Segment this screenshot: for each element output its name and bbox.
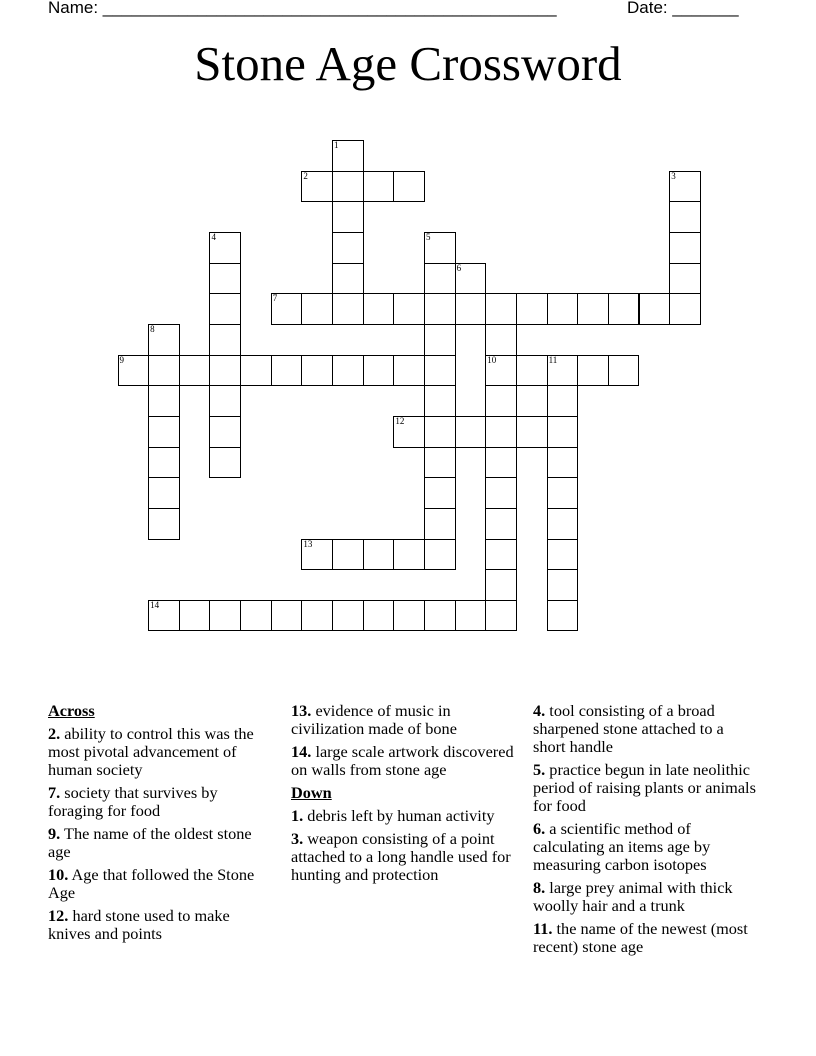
grid-cell[interactable] bbox=[485, 324, 517, 356]
clue-number: 13. bbox=[291, 701, 312, 720]
grid-cell[interactable] bbox=[209, 232, 241, 264]
grid-cell[interactable] bbox=[301, 293, 333, 325]
grid-cell[interactable] bbox=[209, 263, 241, 295]
clue-text: debris left by human activity bbox=[307, 806, 495, 825]
clue-number: 6. bbox=[533, 819, 546, 838]
across-clue bbox=[48, 866, 276, 902]
grid-cell[interactable] bbox=[455, 416, 487, 448]
grid-cell[interactable] bbox=[669, 201, 701, 233]
grid-cell[interactable] bbox=[148, 447, 180, 479]
grid-cell[interactable] bbox=[271, 600, 303, 632]
grid-cell[interactable] bbox=[118, 355, 150, 387]
grid-cell[interactable] bbox=[332, 355, 364, 387]
grid-cell[interactable] bbox=[547, 385, 579, 417]
clue-text: evidence of music in civilization made of bone bbox=[291, 701, 457, 738]
grid-cell[interactable] bbox=[148, 508, 180, 540]
down-clue bbox=[533, 879, 759, 915]
cell-number: 6 bbox=[456, 262, 462, 273]
page-title: Stone Age Crossword bbox=[194, 36, 622, 91]
cell-number: 2 bbox=[303, 170, 308, 181]
clue-number: 10. bbox=[48, 865, 69, 884]
across-clue bbox=[291, 743, 523, 779]
grid-cell[interactable] bbox=[424, 263, 456, 295]
clue-text: tool consisting of a broad sharpened stone attached to a short handle bbox=[533, 701, 724, 756]
grid-cell[interactable] bbox=[301, 539, 333, 571]
clue-number: 7. bbox=[48, 783, 61, 802]
grid-cell[interactable] bbox=[608, 355, 640, 387]
cell-number: 10 bbox=[487, 354, 497, 365]
grid-cell[interactable] bbox=[271, 293, 303, 325]
name-field[interactable]: Name: ________________________________________________ bbox=[48, 0, 557, 17]
clue-column-2 bbox=[291, 702, 523, 889]
grid-cell[interactable] bbox=[209, 324, 241, 356]
grid-cell[interactable] bbox=[332, 140, 364, 172]
grid-cell[interactable] bbox=[547, 293, 579, 325]
grid-cell[interactable] bbox=[669, 263, 701, 295]
grid-cell[interactable] bbox=[516, 355, 548, 387]
grid-cell[interactable] bbox=[301, 600, 333, 632]
grid-cell[interactable] bbox=[148, 477, 180, 509]
grid-cell[interactable] bbox=[547, 600, 579, 632]
cell-number: 1 bbox=[334, 140, 339, 151]
cell-number: 11 bbox=[548, 354, 558, 365]
grid-cell[interactable] bbox=[332, 201, 364, 233]
grid-cell[interactable] bbox=[393, 171, 425, 203]
clue-text: a scientific method of calculating an items age by measuring carbon isotopes bbox=[533, 819, 711, 874]
down-clue bbox=[533, 920, 759, 956]
clue-number: 3. bbox=[291, 829, 304, 848]
grid-cell[interactable] bbox=[455, 263, 487, 295]
grid-cell[interactable] bbox=[424, 477, 456, 509]
cell-number: 12 bbox=[395, 416, 405, 426]
date-field[interactable]: Date: _______ bbox=[627, 0, 739, 17]
across-clue bbox=[48, 784, 276, 820]
across-clue bbox=[48, 825, 276, 861]
grid-cell[interactable] bbox=[424, 600, 456, 632]
grid-cell[interactable] bbox=[485, 508, 517, 540]
grid-cell[interactable] bbox=[485, 385, 517, 417]
clue-number: 9. bbox=[48, 824, 61, 843]
grid-cell[interactable] bbox=[363, 293, 395, 325]
grid-cell[interactable] bbox=[393, 293, 425, 325]
grid-cell[interactable] bbox=[485, 293, 517, 325]
down-clue bbox=[533, 761, 759, 815]
grid-cell[interactable] bbox=[209, 447, 241, 479]
clue-text: the name of the newest (most recent) stone age bbox=[533, 919, 748, 956]
grid-cell[interactable] bbox=[485, 447, 517, 479]
grid-cell[interactable] bbox=[209, 293, 241, 325]
grid-cell[interactable] bbox=[547, 569, 579, 601]
grid-cell[interactable] bbox=[485, 539, 517, 571]
down-heading: Down bbox=[291, 783, 332, 802]
grid-cell[interactable] bbox=[179, 600, 211, 632]
down-clue bbox=[533, 702, 759, 756]
grid-cell[interactable] bbox=[393, 600, 425, 632]
grid-cell[interactable] bbox=[547, 355, 579, 387]
grid-cell[interactable] bbox=[424, 539, 456, 571]
grid-cell[interactable] bbox=[301, 171, 333, 203]
clue-number: 2. bbox=[48, 724, 61, 743]
grid-cell[interactable] bbox=[547, 508, 579, 540]
grid-cell[interactable] bbox=[332, 539, 364, 571]
grid-cell[interactable] bbox=[424, 232, 456, 264]
grid-cell[interactable] bbox=[393, 355, 425, 387]
across-clue bbox=[291, 702, 523, 738]
grid-cell[interactable] bbox=[639, 293, 671, 325]
cell-number: 13 bbox=[303, 538, 313, 549]
grid-cell[interactable] bbox=[485, 355, 517, 387]
grid-cell[interactable] bbox=[271, 355, 303, 387]
grid-cell[interactable] bbox=[209, 600, 241, 632]
clue-number: 12. bbox=[48, 906, 69, 925]
grid-cell[interactable] bbox=[424, 355, 456, 387]
grid-cell[interactable] bbox=[179, 355, 211, 387]
grid-cell[interactable] bbox=[547, 477, 579, 509]
cell-number: 7 bbox=[272, 293, 278, 304]
clue-column-3 bbox=[533, 702, 759, 961]
grid-cell[interactable] bbox=[332, 263, 364, 295]
down-clue bbox=[291, 807, 523, 825]
grid-cell[interactable] bbox=[148, 600, 180, 632]
grid-cell[interactable] bbox=[301, 355, 333, 387]
grid-cell[interactable] bbox=[209, 416, 241, 448]
grid-cell[interactable] bbox=[363, 600, 395, 632]
grid-cell[interactable] bbox=[485, 416, 517, 448]
clue-number: 11. bbox=[533, 919, 553, 938]
grid-cell[interactable] bbox=[209, 385, 241, 417]
clue-column-1 bbox=[48, 702, 276, 948]
cell-number: 5 bbox=[426, 232, 431, 243]
grid-cell[interactable] bbox=[455, 600, 487, 632]
cell-number: 8 bbox=[150, 324, 155, 335]
grid-cell[interactable] bbox=[516, 293, 548, 325]
grid-cell[interactable] bbox=[148, 385, 180, 417]
clue-number: 4. bbox=[533, 701, 546, 720]
across-heading: Across bbox=[48, 701, 95, 720]
grid-cell[interactable] bbox=[240, 355, 272, 387]
clue-number: 14. bbox=[291, 742, 312, 761]
across-clue bbox=[48, 907, 276, 943]
grid-cell[interactable] bbox=[363, 539, 395, 571]
clue-text: weapon consisting of a point attached to a long handle used for hunting and protection bbox=[291, 829, 511, 884]
grid-cell[interactable] bbox=[424, 416, 456, 448]
grid-cell[interactable] bbox=[669, 293, 701, 325]
grid-cell[interactable] bbox=[669, 232, 701, 264]
clue-number: 1. bbox=[291, 806, 304, 825]
grid-cell[interactable] bbox=[485, 569, 517, 601]
cell-number: 3 bbox=[671, 170, 676, 181]
grid-cell[interactable] bbox=[577, 293, 609, 325]
grid-cell[interactable] bbox=[363, 171, 395, 203]
grid-cell[interactable] bbox=[455, 293, 487, 325]
grid-cell[interactable] bbox=[332, 232, 364, 264]
clue-text: ability to control this was the most pivotal advancement of human society bbox=[48, 724, 254, 779]
cell-number: 4 bbox=[211, 232, 216, 243]
grid-cell[interactable] bbox=[148, 355, 180, 387]
grid-cell[interactable] bbox=[485, 600, 517, 632]
grid-cell[interactable] bbox=[424, 385, 456, 417]
grid-cell[interactable] bbox=[240, 600, 272, 632]
grid-cell[interactable] bbox=[485, 477, 517, 509]
grid-cell[interactable] bbox=[424, 447, 456, 479]
grid-cell[interactable] bbox=[332, 171, 364, 203]
cell-number: 9 bbox=[119, 354, 124, 365]
grid-cell[interactable] bbox=[608, 293, 640, 325]
grid-cell[interactable] bbox=[516, 416, 548, 448]
cell-number: 14 bbox=[150, 599, 160, 610]
grid-cell[interactable] bbox=[332, 600, 364, 632]
clue-text: Age that followed the Stone Age bbox=[48, 865, 255, 902]
grid-cell[interactable] bbox=[424, 324, 456, 356]
grid-cell[interactable] bbox=[393, 416, 425, 448]
down-clue bbox=[291, 830, 523, 884]
grid-cell[interactable] bbox=[148, 324, 180, 356]
grid-cell[interactable] bbox=[547, 416, 579, 448]
grid-cell[interactable] bbox=[209, 355, 241, 387]
grid-cell[interactable] bbox=[669, 171, 701, 203]
grid-cell[interactable] bbox=[332, 293, 364, 325]
grid-cell[interactable] bbox=[547, 539, 579, 571]
grid-cell[interactable] bbox=[363, 355, 395, 387]
grid-cell[interactable] bbox=[148, 416, 180, 448]
clue-number: 5. bbox=[533, 760, 546, 779]
clue-text: large scale artwork discovered on walls from stone age bbox=[291, 742, 514, 779]
grid-cell[interactable] bbox=[393, 539, 425, 571]
clue-text: The name of the oldest stone age bbox=[48, 824, 252, 861]
grid-cell[interactable] bbox=[424, 508, 456, 540]
clue-text: practice begun in late neolithic period of raising plants or animals for food bbox=[533, 760, 756, 815]
clue-number: 8. bbox=[533, 878, 546, 897]
grid-cell[interactable] bbox=[424, 293, 456, 325]
grid-cell[interactable] bbox=[577, 355, 609, 387]
grid-cell[interactable] bbox=[547, 447, 579, 479]
clue-text: hard stone used to make knives and points bbox=[48, 906, 230, 943]
clue-text: society that survives by foraging for food bbox=[48, 783, 218, 820]
across-clue bbox=[48, 725, 276, 779]
down-clue bbox=[533, 820, 759, 874]
clue-text: large prey animal with thick woolly hair and a trunk bbox=[533, 878, 733, 915]
